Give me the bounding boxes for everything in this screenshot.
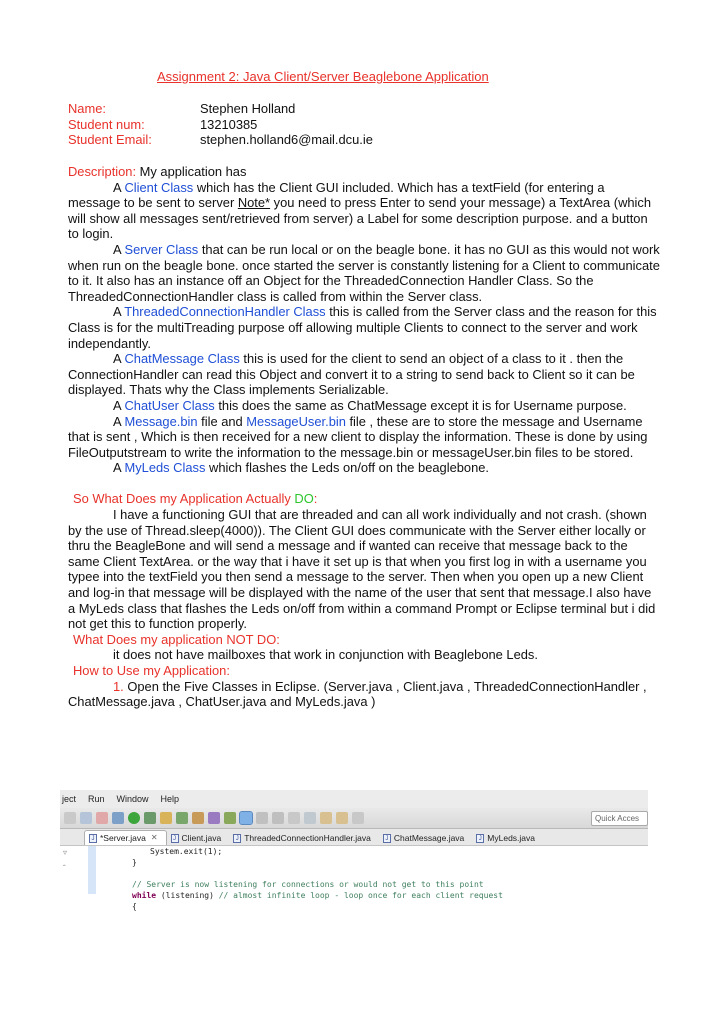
client-note: Note*	[237, 195, 271, 211]
forward-icon[interactable]	[336, 812, 348, 824]
run-icon[interactable]	[128, 812, 140, 824]
code-content	[132, 846, 503, 912]
code-keyword: while	[132, 891, 157, 900]
code-line: }	[132, 858, 137, 867]
howto-num: 1.	[113, 678, 124, 694]
does-paragraph: I have a functioning GUI that are threaded and can all work individually and not crash. (shown by the use of Thread.sleep(4000)). The Client GUI does communicate with the Server either locally or thru the BeagleBone and will send a message and if wanted can receive that message back to the same Client TextArea. or the way that i have it set up is that when you first log in with a username you typee into the textField you then send a message to the server. Then when you open up a new Client and log-in that message will be displayed with the name of the user that sent that message.I also have a MyLeds class that flashes the Leds on/off from within a command Prompt or Eclipse terminal but i did not get this to function properly.	[68, 507, 656, 632]
does-head-do: DO	[294, 491, 314, 507]
pen-icon[interactable]	[240, 812, 252, 824]
threaded-text: this is called from the Server class and the reason for this Class is for the multiTreading purpose off allowing multiple Clients to connect to the server and work independantly.	[68, 304, 657, 351]
myleds-pre: A	[113, 460, 125, 476]
description-intro-text: My application has	[136, 164, 247, 179]
fold-icon[interactable]: ˆ	[63, 864, 66, 873]
tab-label: ChatMessage.java	[393, 833, 465, 843]
folder-icon[interactable]	[192, 812, 204, 824]
bins-term2: MessageUser.bin	[246, 413, 346, 429]
tool-icon[interactable]	[256, 812, 268, 824]
server-paragraph	[68, 242, 660, 304]
info-row-number	[68, 117, 373, 133]
myleds-term: MyLeds Class	[124, 460, 206, 476]
eclipse-screenshot	[60, 790, 648, 912]
tool-icon[interactable]	[352, 812, 364, 824]
chatuser-text: this does the same as ChatMessage except it is for Username purpose.	[214, 397, 627, 413]
doesnot-heading: What Does my application NOT DO:	[73, 631, 280, 647]
tab-label: *Server.java	[100, 833, 146, 843]
java-file-icon: J	[171, 834, 179, 843]
eclipse-toolbar	[60, 808, 648, 829]
close-icon[interactable]: ✕	[150, 833, 158, 842]
does-head-colon: :	[313, 491, 318, 507]
page-title: Assignment 2: Java Client/Server Beaglebone Application	[157, 69, 489, 84]
tool-icon[interactable]	[208, 812, 220, 824]
quick-access-input[interactable]: Quick Acces	[591, 811, 648, 826]
info-label: Student num:	[68, 116, 145, 132]
editor-gutter	[60, 846, 90, 894]
code-line	[132, 890, 503, 901]
student-info	[68, 101, 373, 148]
info-value: stephen.holland6@mail.dcu.ie	[200, 132, 373, 148]
tab-chatmessage-java[interactable]	[379, 831, 472, 845]
code-editor[interactable]	[60, 846, 648, 911]
new-icon[interactable]	[160, 812, 172, 824]
tab-myleds-java[interactable]	[472, 831, 543, 845]
menu-run[interactable]: Run	[88, 794, 105, 804]
class-icon[interactable]	[176, 812, 188, 824]
java-file-icon: J	[476, 834, 484, 843]
code-line: // Server is now listening for connections or would not get to this point	[132, 880, 484, 889]
server-term: Server Class	[124, 241, 199, 257]
bins-term1: Message.bin	[124, 413, 198, 429]
tab-server-java[interactable]	[84, 830, 167, 845]
stop-icon[interactable]	[96, 812, 108, 824]
myleds-paragraph	[68, 460, 660, 476]
bin-files-paragraph	[68, 414, 660, 461]
tab-label: ThreadedConnectionHandler.java	[244, 833, 371, 843]
description-label: Description:	[68, 164, 137, 179]
client-text2: you need to press Enter to send your message) a TextArea (which will show all messages sent/retrieved from server) a Label for some description purpose. and a button to login.	[68, 195, 652, 242]
bins-text: file , these are to store the message and Username that is sent , Which is then received for a new client to display the information. These is done by using FileOutputstream to write the information to the message.bin or messageUser.bin files to be stored.	[68, 413, 648, 460]
threaded-paragraph	[68, 304, 660, 351]
chatmsg-pre: A	[113, 351, 125, 367]
description-intro	[68, 164, 660, 180]
tool-icon[interactable]	[272, 812, 284, 824]
tab-client-java[interactable]	[167, 831, 230, 845]
threaded-term: ThreadedConnectionHandler Class	[124, 304, 326, 320]
chatmsg-text: this is used for the client to send an object of a class to it . then the ConnectionHandler can read this Object and convert it to a string to send back to Client so it can be displayed. Thats why the Class implements Serializable.	[68, 351, 635, 398]
java-file-icon: J	[233, 834, 241, 843]
chatuser-term: ChatUser Class	[124, 397, 215, 413]
info-value: Stephen Holland	[200, 101, 296, 116]
chatuser-paragraph	[68, 398, 660, 414]
threaded-pre: A	[113, 304, 125, 320]
howto-step-1	[68, 679, 660, 710]
doesnot-paragraph: it does not have mailboxes that work in conjunction with Beaglebone Leds.	[113, 647, 538, 663]
myleds-text: which flashes the Leds on/off on the beaglebone.	[205, 460, 489, 476]
eclipse-menubar	[60, 790, 648, 808]
server-text: that can be run local or on the beagle bone. it has no GUI as this would not work when run on the beagle bone. once started the server is constantly listening for a Client to communicate to it. It also has an instance off an Object for the ThreadedConnection Handler Class. So the ThreadedConnectionHandler class is called from within the Server class.	[68, 241, 660, 304]
tool-icon[interactable]	[288, 812, 300, 824]
info-value: 13210385	[200, 116, 258, 132]
editor-ruler	[88, 846, 96, 894]
code-comment: // almost infinite loop - loop once for each client request	[218, 891, 503, 900]
bins-pre: A	[113, 413, 125, 429]
debug-icon[interactable]	[112, 812, 124, 824]
code-line: {	[132, 902, 137, 911]
document-body	[68, 164, 660, 710]
code-text: (listening)	[156, 891, 219, 900]
client-term: Client Class	[124, 179, 194, 195]
info-label: Student Email:	[68, 132, 152, 148]
tab-threaded-handler[interactable]	[229, 831, 379, 845]
chatmsg-term: ChatMessage Class	[124, 351, 240, 367]
bins-mid: file and	[197, 413, 247, 429]
fold-icon[interactable]: ▿	[63, 848, 68, 857]
info-label: Name:	[68, 101, 106, 116]
server-pre: A	[113, 241, 125, 257]
client-pre: A	[113, 179, 125, 195]
does-heading	[68, 491, 660, 507]
tab-label: MyLeds.java	[487, 833, 536, 843]
client-text1: which has the Client GUI included. Which has a textField (for entering a message to be sent to server	[68, 179, 605, 211]
client-paragraph	[68, 180, 660, 242]
menu-window[interactable]: Window	[116, 794, 149, 804]
editor-tabs	[60, 829, 648, 846]
howto-text: Open the Five Classes in Eclipse. (Server.java , Client.java , ThreadedConnectionHandler , ChatMessage.java , ChatUser.java and MyLeds.java )	[68, 678, 647, 710]
toolbar-icon[interactable]	[64, 812, 76, 824]
tool-icon[interactable]	[224, 812, 236, 824]
info-row-email	[68, 132, 373, 148]
java-file-icon: J	[383, 834, 391, 843]
howto-heading: How to Use my Application:	[73, 663, 230, 678]
back-icon[interactable]	[320, 812, 332, 824]
menu-project[interactable]: ject	[62, 794, 77, 804]
menu-help[interactable]: Help	[160, 794, 180, 804]
chatmessage-paragraph	[68, 351, 660, 398]
java-file-icon: J	[89, 834, 97, 843]
does-head: So What Does my Application Actually	[73, 491, 295, 507]
run-menu-icon[interactable]	[144, 812, 156, 824]
toolbar-icon[interactable]	[80, 812, 92, 824]
chatuser-pre: A	[113, 397, 125, 413]
tool-icon[interactable]	[304, 812, 316, 824]
info-row-name	[68, 101, 373, 117]
code-line: System.exit(1);	[150, 847, 223, 856]
tab-label: Client.java	[181, 833, 222, 843]
